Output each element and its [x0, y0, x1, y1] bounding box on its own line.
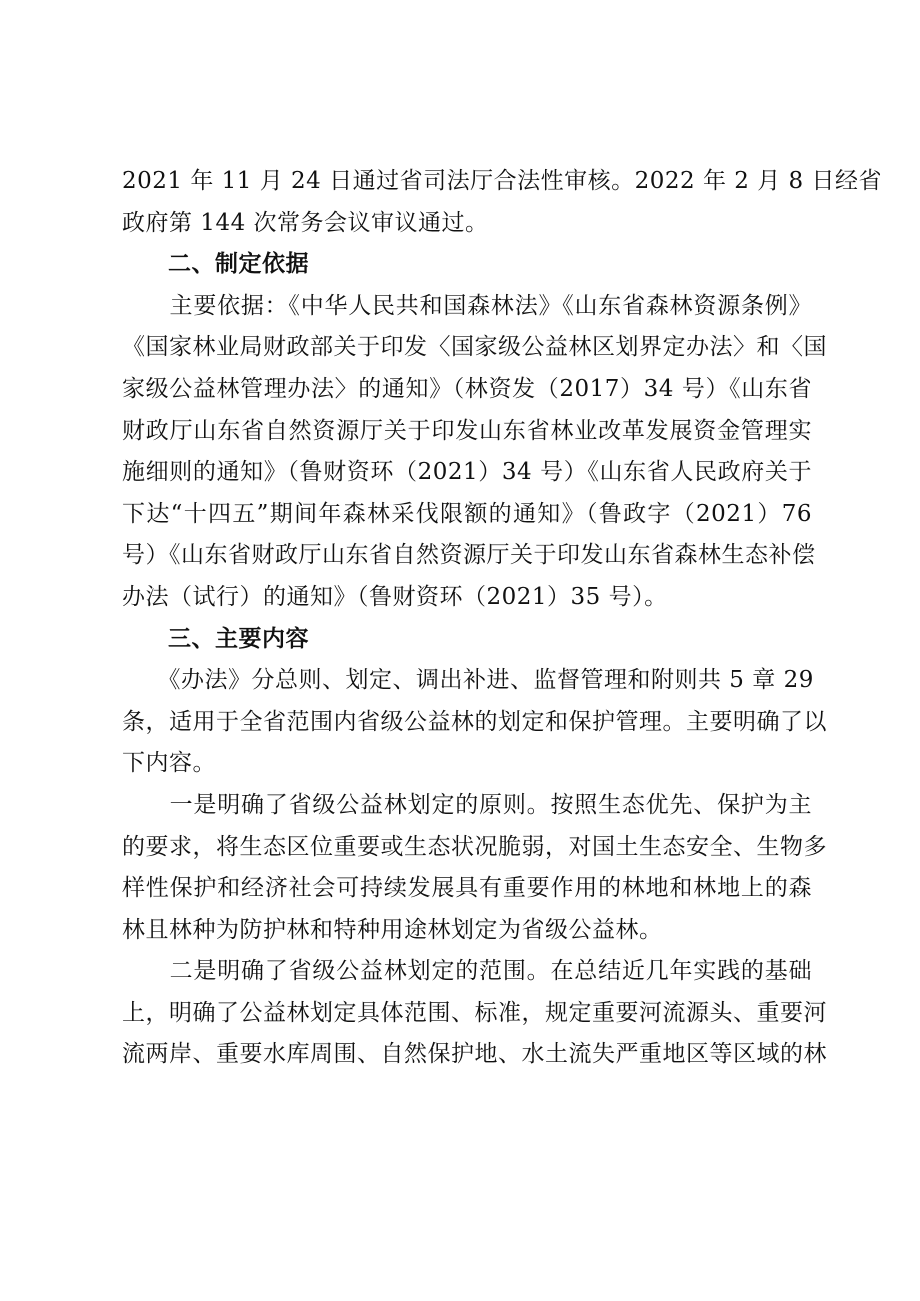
text-line: 《国家林业局财政部关于印发〈国家级公益林区划界定办法〉和〈国	[122, 334, 827, 361]
section-heading-basis: 二、制定依据	[168, 251, 309, 278]
text-line: 财政厅山东省自然资源厅关于印发山东省林业改革发展资金管理实	[122, 417, 812, 444]
document-page	[122, 165, 882, 1080]
text-line: 办法（试行）的通知》（鲁财资环（2021）35 号）。	[122, 583, 668, 610]
text-line: 施细则的通知》（鲁财资环（2021）34 号）《山东省人民政府关于	[122, 459, 812, 486]
text-line: 下达“十四五”期间年森林采伐限额的通知》（鲁政字（2021）76	[122, 500, 812, 527]
text-line: 上，明确了公益林划定具体范围、标准，规定重要河流源头、重要河	[122, 999, 827, 1026]
text-line: 一是明确了省级公益林划定的原则。按照生态优先、保护为主	[122, 791, 812, 818]
text-line: 二是明确了省级公益林划定的范围。在总结近几年实践的基础	[122, 958, 812, 985]
text-line: 《办法》分总则、划定、调出补进、监督管理和附则共 5 章 29	[122, 667, 814, 694]
text-line: 下内容。	[122, 750, 216, 777]
text-line: 条，适用于全省范围内省级公益林的划定和保护管理。主要明确了以	[122, 708, 827, 735]
text-line: 的要求，将生态区位重要或生态状况脆弱，对国土生态安全、生物多	[122, 833, 827, 860]
text-line: 流两岸、重要水库周围、自然保护地、水土流失严重地区等区域的林	[122, 1041, 827, 1068]
text-line: 家级公益林管理办法〉的通知》（林资发（2017）34 号）《山东省	[122, 375, 812, 402]
text-line: 号）《山东省财政厅山东省自然资源厅关于印发山东省森林生态补偿	[122, 542, 816, 569]
section-heading-content: 三、主要内容	[168, 625, 309, 652]
text-line: 样性保护和经济社会可持续发展具有重要作用的林地和林地上的森	[122, 875, 812, 902]
text-line: 2021 年 11 月 24 日通过省司法厅合法性审核。2022 年 2 月 8 日经省	[122, 168, 882, 194]
text-line: 林且林种为防护林和特种用途林划定为省级公益林。	[122, 916, 663, 943]
text-line: 主要依据：《中华人民共和国森林法》《山东省森林资源条例》	[122, 292, 812, 319]
text-line: 政府第 144 次常务会议审议通过。	[122, 209, 489, 236]
